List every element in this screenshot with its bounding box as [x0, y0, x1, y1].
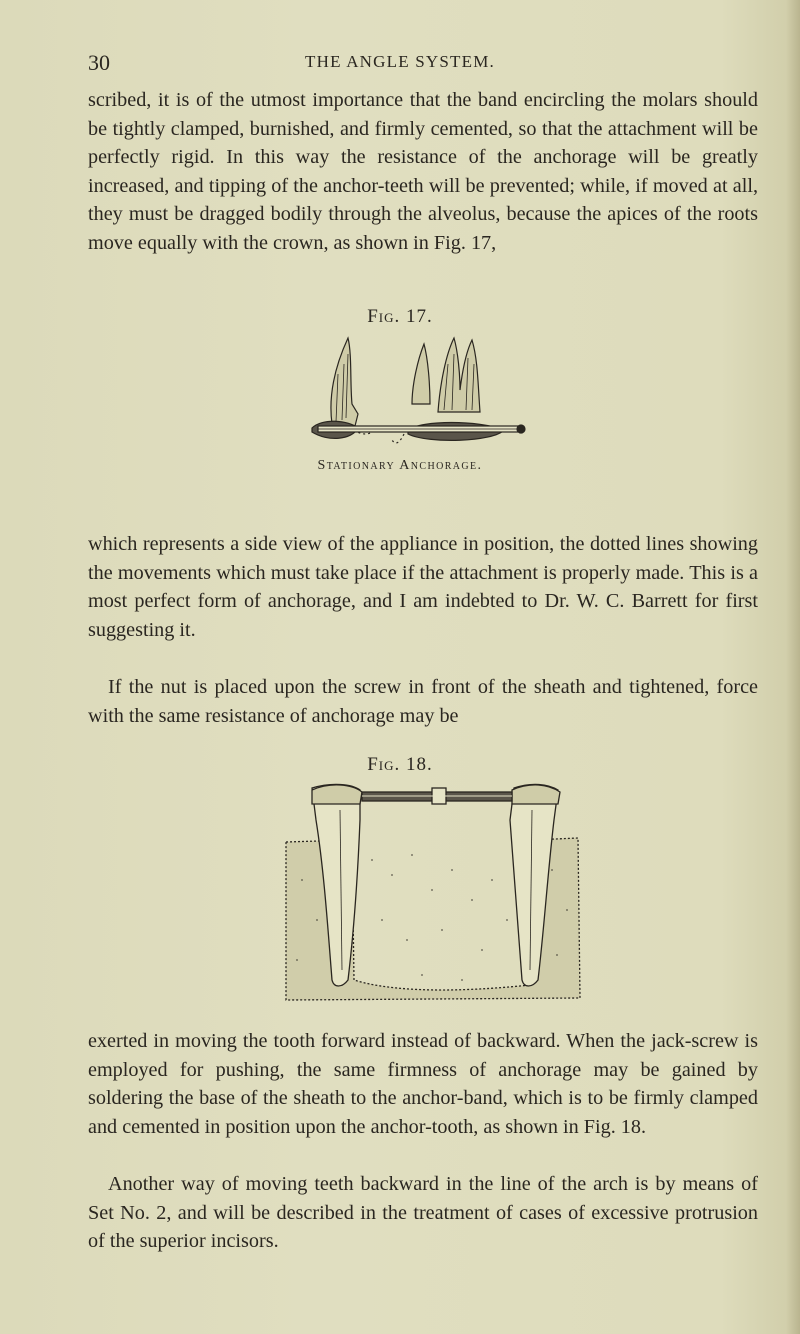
- fig18-band-right: [512, 785, 560, 804]
- paragraph-3: If the nut is placed upon the screw in front of the sheath and tightened, force with the same resistance of anchorage may be: [88, 676, 758, 727]
- page-header: [0, 50, 800, 80]
- fig17-tooth-left: [331, 338, 358, 434]
- paragraph-2: which represents a side view of the appliance in position, the dotted lines showing the movements which must take place if the attachment is properly made. This is a most perfect form of anchorage, and I am indebted to Dr. W. C. Barrett for first suggesting it.: [88, 533, 758, 641]
- figure-17-illustration: [308, 334, 538, 454]
- figure-17-title: Fig. 17.: [367, 306, 433, 327]
- page-edge-shadow: [786, 0, 800, 1334]
- paragraph-5: Another way of moving teeth backward in the line of the arch is by means of Set No. 2, and will be described in the treatment of cases of excessive protrusion of the superior incisors.: [88, 1173, 758, 1253]
- figure-18-illustration: [282, 780, 582, 1010]
- paragraph-1: scribed, it is of the utmost importance that the band encircling the molars should be tightly clamped, burnished, and firmly cemented, so that the attachment will be perfectly rigid. In this way the resistance of the anchorage will be greatly increased, and tipping of the anchor-teeth will be prevented; while, if moved at all, they must be dragged bodily through the alveolus, because the apices of the roots move equally with the crown, as shown in Fig. 17,: [88, 89, 758, 254]
- paragraph-4: exerted in moving the tooth forward instead of backward. When the jack-screw is employed for pushing, the same firmness of anchorage may be gained by soldering the base of the sheath to the anchor-band, which is to be firmly clamped and cemented in position upon the anchor-tooth, as shown in Fig. 18.: [88, 1030, 758, 1138]
- figure-18-title: Fig. 18.: [367, 754, 433, 775]
- figure-17-caption: Stationary Anchorage.: [317, 458, 483, 473]
- fig18-band-left: [312, 785, 362, 804]
- running-title: THE ANGLE SYSTEM.: [305, 52, 495, 71]
- fig17-tooth-center: [412, 344, 430, 404]
- page-number: 30: [88, 50, 110, 75]
- fig17-dotted-right: [392, 434, 404, 443]
